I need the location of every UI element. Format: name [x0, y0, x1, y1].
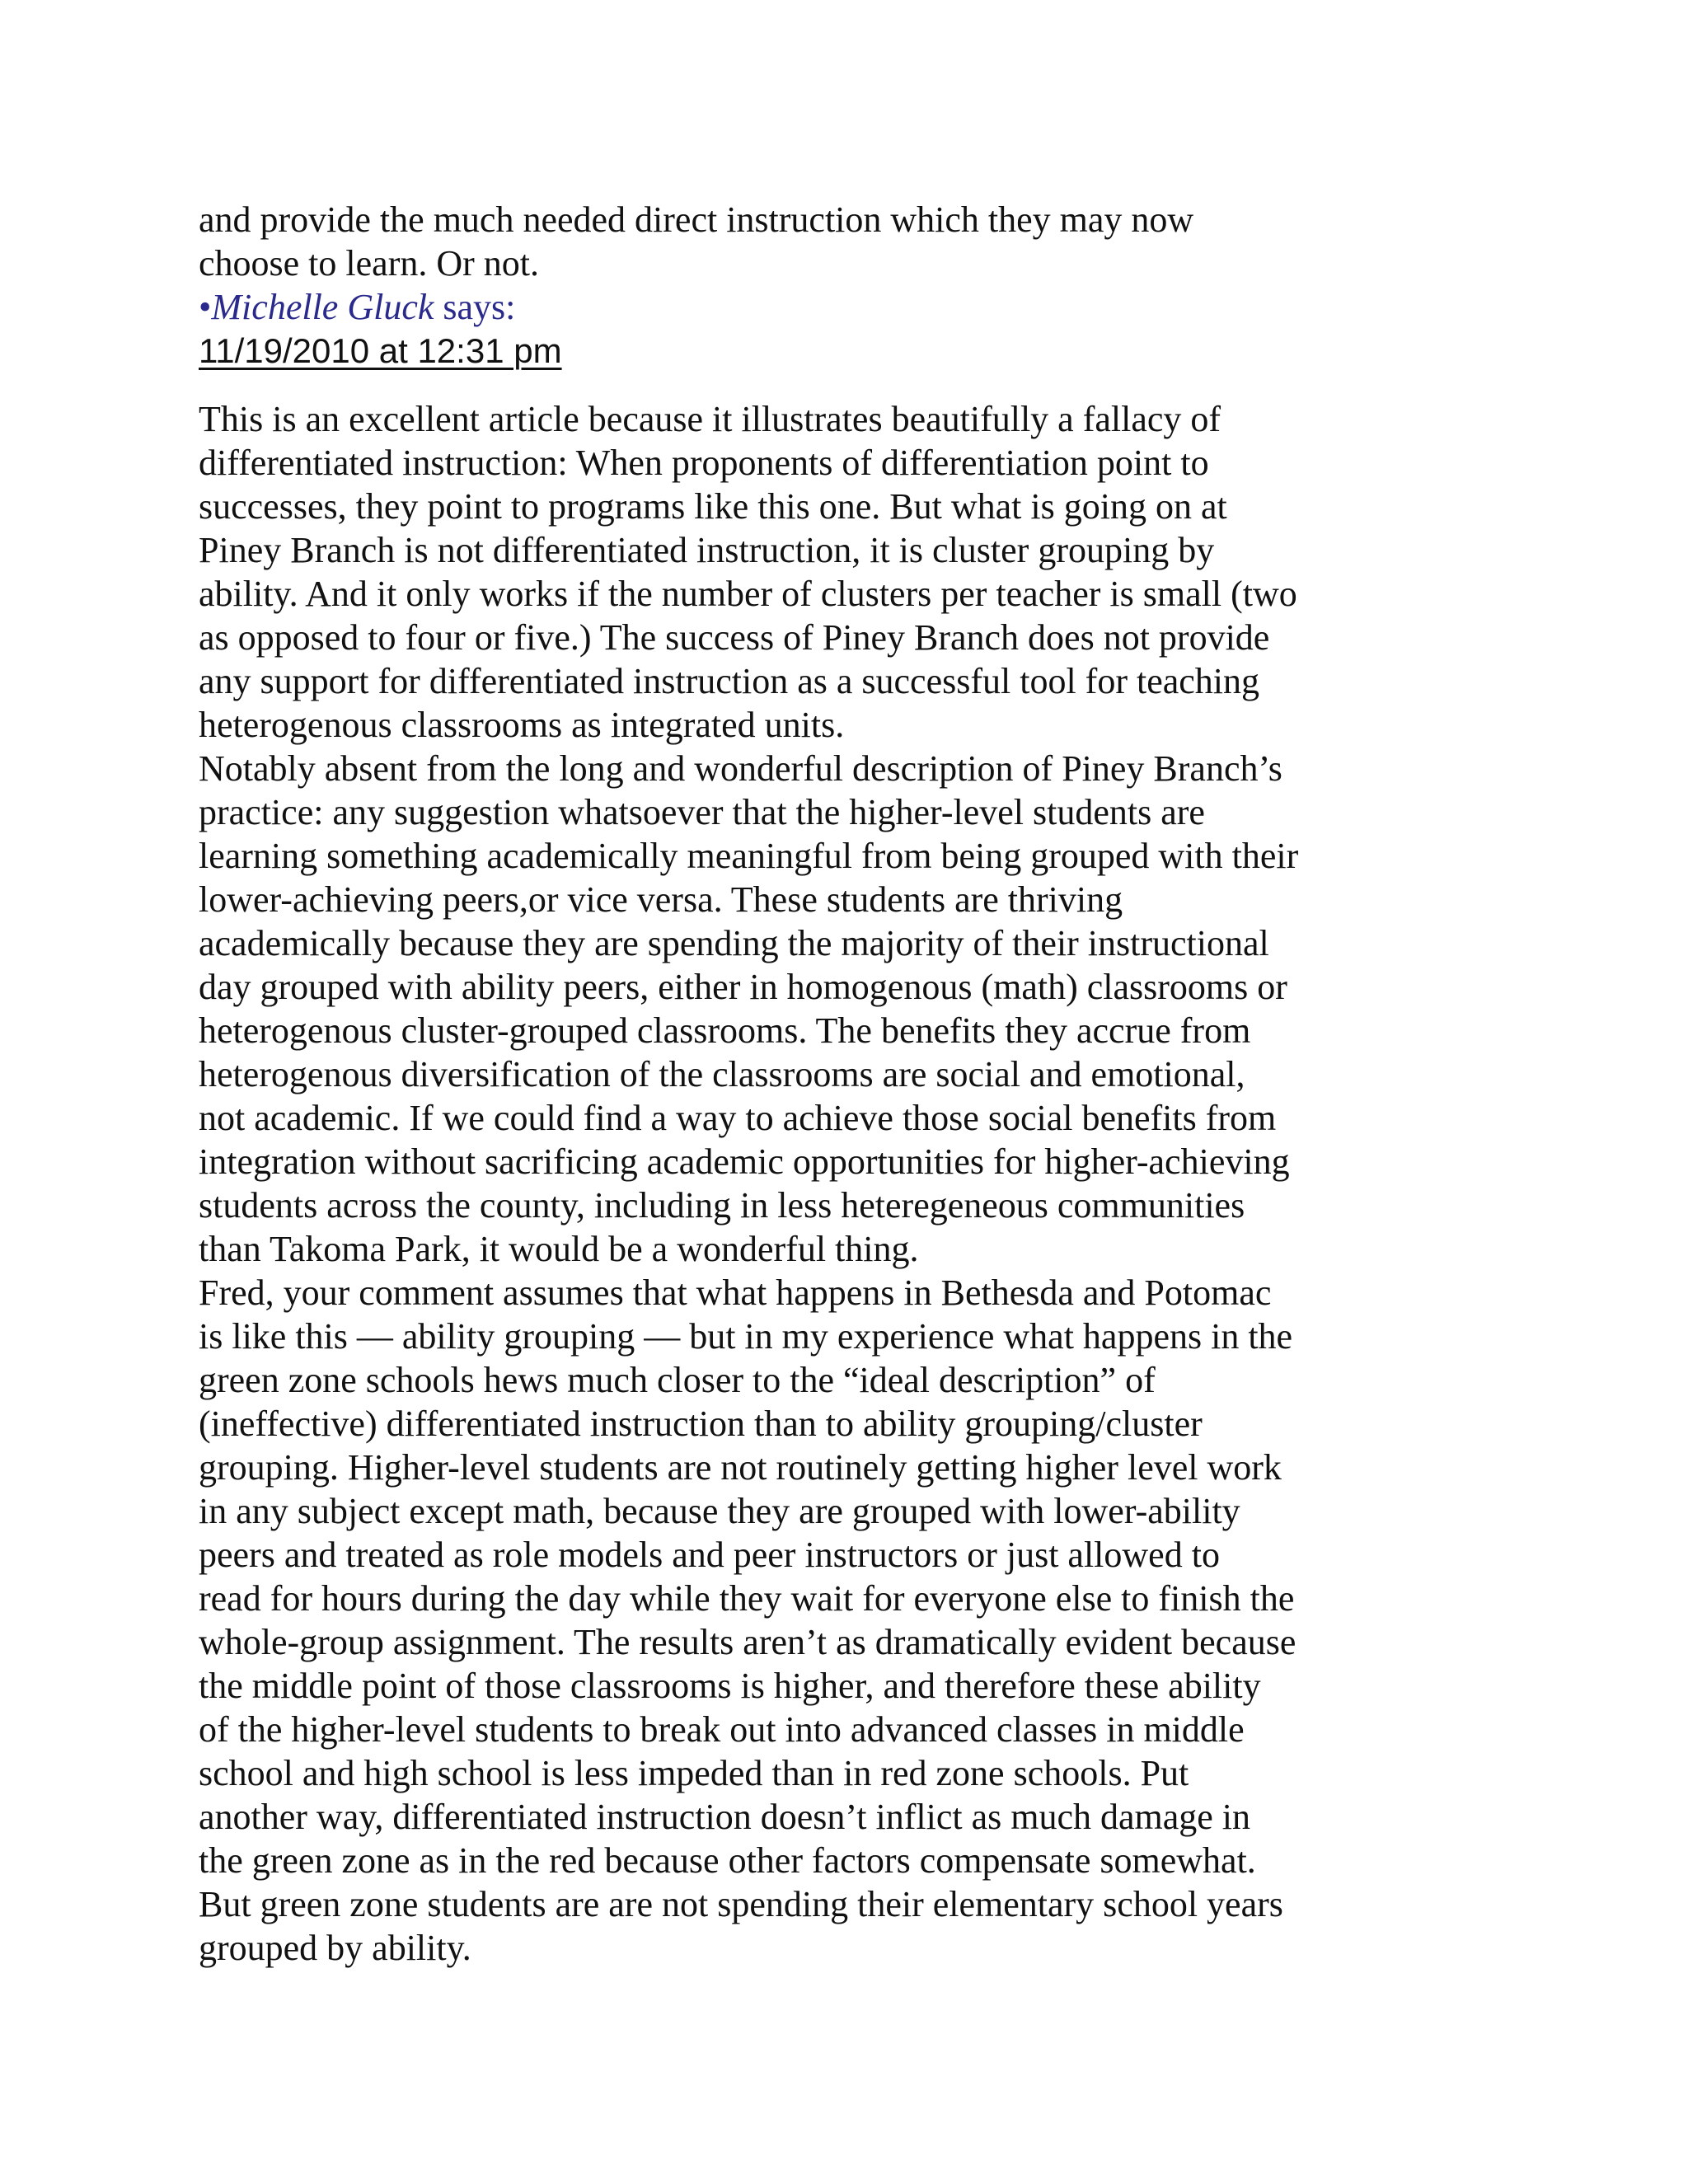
text-line: green zone schools hews much closer to the “ideal description” of	[199, 1360, 1156, 1400]
text-line: whole-group assignment. The results aren’t as dramatically evident because	[199, 1622, 1296, 1662]
text-line: heterogenous cluster-grouped classrooms. The benefits they accrue from	[199, 1010, 1251, 1051]
text-line: another way, differentiated instruction doesn’t inflict as much damage in	[199, 1797, 1251, 1837]
comment-timestamp-link[interactable]: 11/19/2010 at 12:31 pm	[199, 331, 562, 370]
text-line: peers and treated as role models and peer instructors or just allowed to	[199, 1535, 1220, 1575]
text-line: This is an excellent article because it illustrates beautifully a fallacy of	[199, 399, 1221, 439]
text-line: But green zone students are are not spending their elementary school years	[199, 1884, 1283, 1924]
text-line: Notably absent from the long and wonderful description of Piney Branch’s	[199, 748, 1282, 789]
text-line: is like this — ability grouping — but in my experience what happens in the	[199, 1316, 1293, 1357]
comment-header	[199, 285, 1517, 329]
text-line: as opposed to four or five.) The success of Piney Branch does not provide	[199, 617, 1270, 658]
text-line: read for hours during the day while they wait for everyone else to finish the	[199, 1578, 1295, 1619]
comment-paragraph	[199, 397, 1517, 747]
intro-text	[199, 198, 1517, 285]
text-line: grouping. Higher-level students are not routinely getting higher level work	[199, 1447, 1282, 1488]
text-line: of the higher-level students to break out into advanced classes in middle	[199, 1709, 1245, 1750]
text-line: differentiated instruction: When proponents of differentiation point to	[199, 443, 1209, 483]
text-line: day grouped with ability peers, either in homogenous (math) classrooms or	[199, 967, 1287, 1007]
comment-body	[199, 397, 1517, 1970]
text-line: successes, they point to programs like this one. But what is going on at	[199, 486, 1227, 527]
comment-paragraph	[199, 1271, 1517, 1970]
text-line: (ineffective) differentiated instruction than to ability grouping/cluster	[199, 1404, 1203, 1444]
text-line: practice: any suggestion whatsoever that the higher-level students are	[199, 792, 1205, 832]
text-line: Piney Branch is not differentiated instruction, it is cluster grouping by	[199, 530, 1215, 570]
text-line: not academic. If we could find a way to achieve those social benefits from	[199, 1098, 1277, 1138]
text-line: choose to learn. Or not.	[199, 243, 539, 284]
text-line: school and high school is less impeded than in red zone schools. Put	[199, 1753, 1189, 1793]
comment-paragraph	[199, 747, 1517, 1271]
text-line: the middle point of those classrooms is higher, and therefore these ability	[199, 1666, 1261, 1706]
text-line: any support for differentiated instruction as a successful tool for teaching	[199, 661, 1260, 701]
text-line: in any subject except math, because they are grouped with lower-ability	[199, 1491, 1240, 1531]
text-line: integration without sacrificing academic opportunities for higher-achieving	[199, 1141, 1290, 1182]
text-line: the green zone as in the red because other factors compensate somewhat.	[199, 1840, 1256, 1881]
document-body	[199, 198, 1517, 1970]
text-line: lower-achieving peers,or vice versa. These students are thriving	[199, 879, 1123, 920]
says-label: says:	[434, 287, 516, 327]
text-line: and provide the much needed direct instruction which they may now	[199, 199, 1194, 240]
text-line: grouped by ability.	[199, 1928, 471, 1968]
comment-author-link[interactable]: Michelle Gluck	[211, 287, 434, 327]
text-line: heterogenous classrooms as integrated units.	[199, 705, 845, 745]
text-line: learning something academically meaningful from being grouped with their	[199, 836, 1299, 876]
text-line: than Takoma Park, it would be a wonderful thing.	[199, 1229, 919, 1269]
text-line: Fred, your comment assumes that what happens in Bethesda and Potomac	[199, 1272, 1272, 1313]
text-line: heterogenous diversification of the classrooms are social and emotional,	[199, 1054, 1245, 1094]
bullet-icon: •	[199, 287, 212, 327]
text-line: students across the county, including in less heteregeneous communities	[199, 1185, 1245, 1226]
text-line: ability. And it only works if the number of clusters per teacher is small (two	[199, 574, 1297, 614]
text-line: academically because they are spending the majority of their instructional	[199, 923, 1269, 963]
